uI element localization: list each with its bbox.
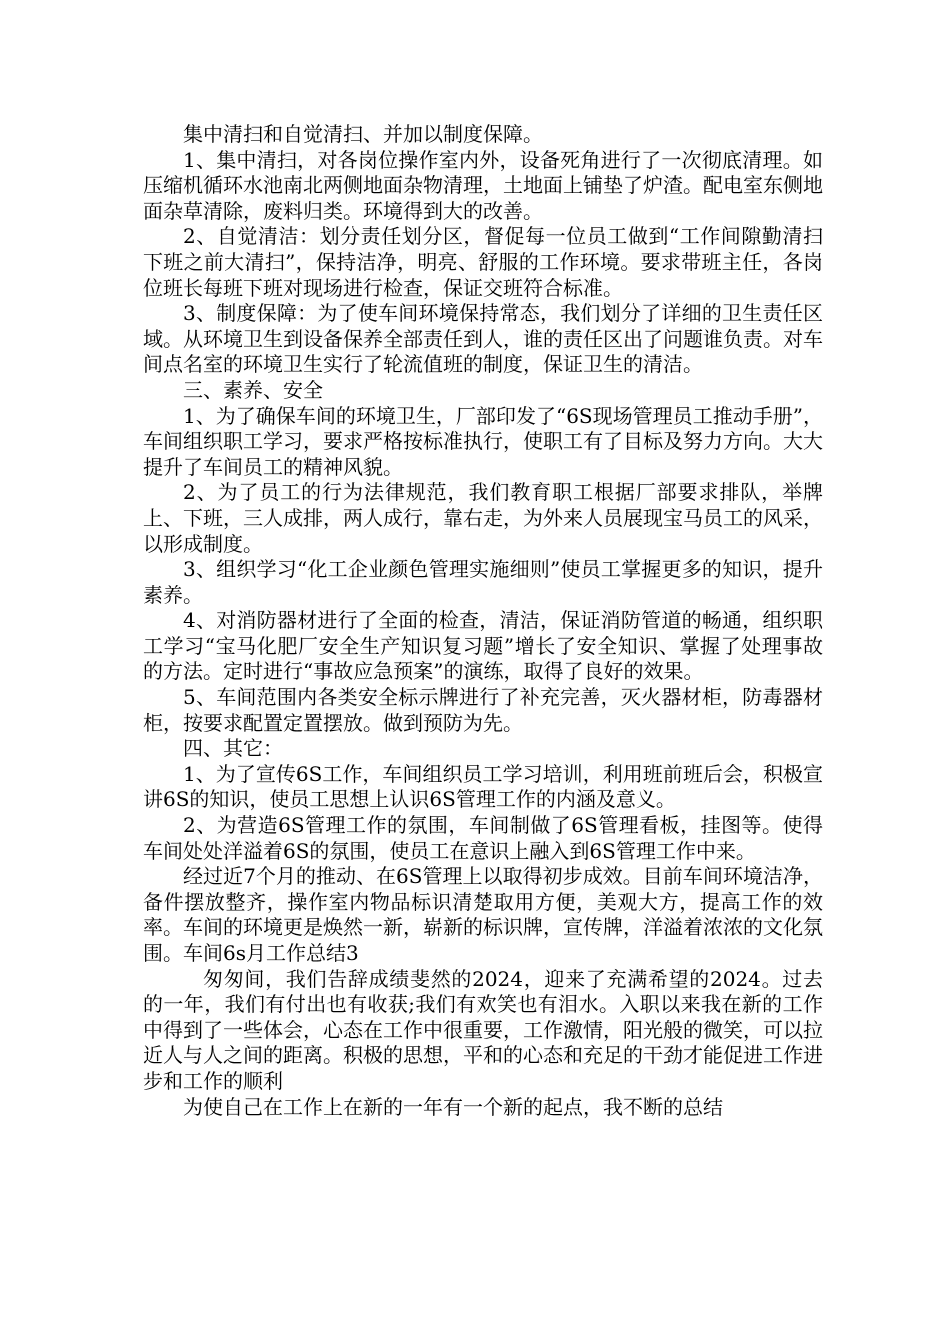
paragraph-behavior: 2、为了员工的行为法律规范，我们教育职工根据厂部要求排队，举牌上、下班，三人成排，两人成行，靠右走，为外来人员展现宝马员工的风采，以形成制度。	[143, 480, 823, 556]
paragraph-self-cleaning: 2、自觉清洁：划分责任划分区，督促每一位员工做到“工作间隙勤清扫下班之前大清扫”，保持洁净，明亮、舒服的工作环境。要求带班主任，各岗位班长每班下班对现场进行检查，保证交班符合标准。	[143, 224, 823, 300]
paragraph-6s-publicity: 1、为了宣传6S工作，车间组织员工学习培训，利用班前班后会，积极宣讲6S的知识，使员工思想上认识6S管理工作的内涵及意义。	[143, 761, 823, 812]
paragraph-system-guarantee: 3、制度保障：为了使车间环境保持常态，我们划分了详细的卫生责任区域。从环境卫生到设备保养全部责任到人，谁的责任区出了问题谁负责。对车间点名室的环境卫生实行了轮流值班的制度，保证卫生的清洁。	[143, 301, 823, 377]
section-heading-literacy-safety: 三、素养、安全	[183, 377, 323, 402]
document-page	[143, 122, 823, 1120]
paragraph-safety-signs: 5、车间范围内各类安全标示牌进行了补充完善，灭火器材柜，防毒器材柜，按要求配置定置摆放。做到预防为先。	[143, 685, 823, 735]
paragraph-fire-equipment: 4、对消防器材进行了全面的检查，清洁，保证消防管道的畅通，组织职工学习“宝马化肥厂安全生产知识复习题”增长了安全知识、掌握了处理事故的方法。定时进行“事故应急预案”的演练，取得了良好的效果。	[143, 608, 823, 684]
paragraph-handbook: 1、为了确保车间的环境卫生，厂部印发了“6S现场管理员工推动手册”，车间组织职工学习，要求严格按标准执行，使职工有了目标及努力方向。大大提升了车间员工的精神风貌。	[143, 403, 823, 479]
section-heading-other: 四、其它：	[183, 736, 283, 761]
paragraph-color-management: 3、组织学习“化工企业颜色管理实施细则”使员工掌握更多的知识，提升素养。	[143, 557, 823, 607]
paragraph-intro: 集中清扫和自觉清扫、并加以制度保障。	[183, 122, 543, 146]
paragraph-new-year: 匆匆间，我们告辞成绩斐然的2024，迎来了充满希望的2024。过去的一年，我们有付出也有收获;我们有欢笑也有泪水。入职以来我在新的工作中得到了一些体会，心态在工作中很重要，工作激情，阳光般的微笑，可以拉近人与人之间的距离。积极的思想，平和的心态和充足的干劲才能促进工作进步和工作的顺利	[143, 966, 823, 1093]
paragraph-results: 经过近7个月的推动、在6S管理上以取得初步成效。目前车间环境洁净，备件摆放整齐，操作室内物品标识清楚取用方便，美观大方，提高工作的效率。车间的环境更是焕然一新，崭新的标识牌，宣传牌，洋溢着浓浓的文化氛围。车间6s月工作总结3	[143, 864, 823, 965]
paragraph-centralized-cleaning: 1、集中清扫，对各岗位操作室内外，设备死角进行了一次彻底清理。如压缩机循环水池南北两侧地面杂物清理，土地面上铺垫了炉渣。配电室东侧地面杂草清除，废料归类。环境得到大的改善。	[143, 147, 823, 223]
paragraph-6s-atmosphere: 2、为营造6S管理工作的氛围，车间制做了6S管理看板，挂图等。使得车间处处洋溢着6S的氛围，使员工在意识上融入到6S管理工作中来。	[143, 813, 823, 863]
paragraph-closing: 为使自己在工作上在新的一年有一个新的起点，我不断的总结	[183, 1094, 723, 1119]
